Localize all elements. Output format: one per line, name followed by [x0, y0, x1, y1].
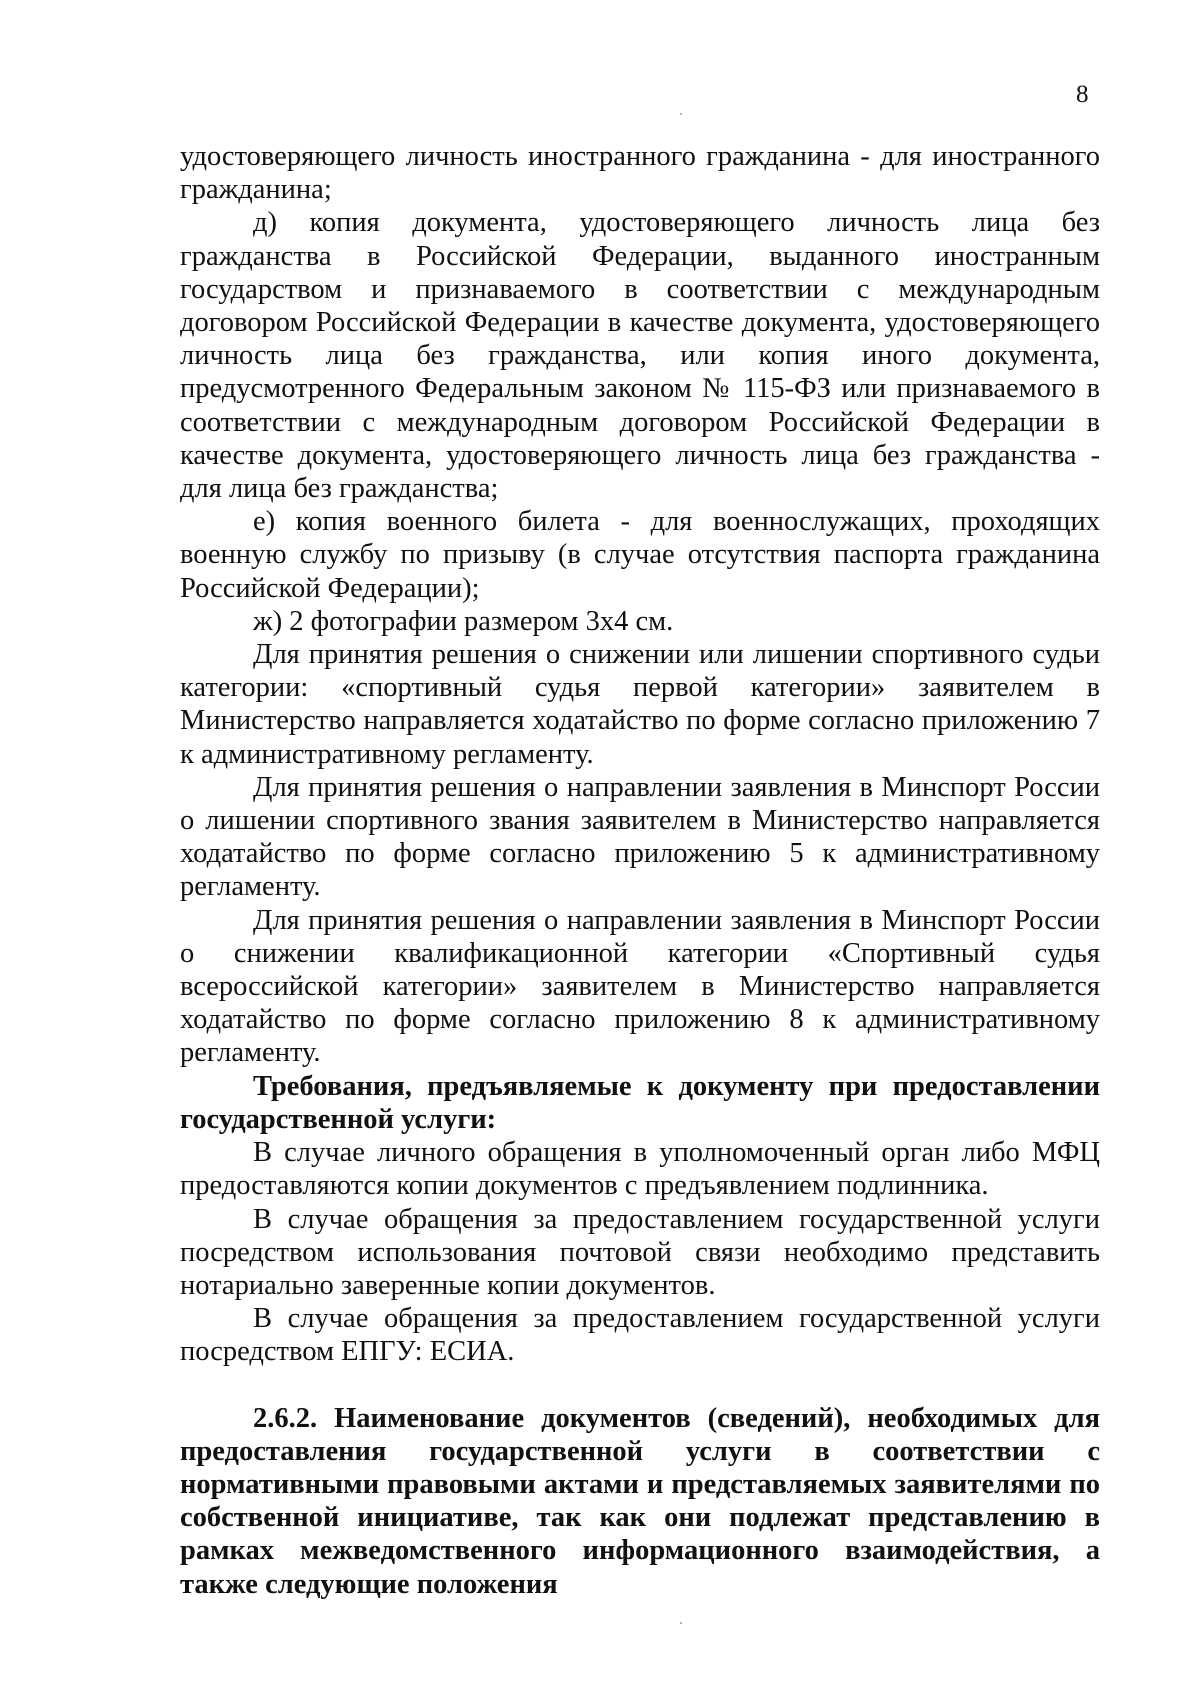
paragraph: Для принятия решения о направлении заявления в Минспорт России о лишении спортивного звания заявителем в Министерство направляется ходатайство по форме согласно приложению 5 к административному регламенту.: [180, 771, 1100, 903]
scan-speck: [680, 113, 682, 115]
list-item-zh: ж) 2 фотографии размером 3х4 см.: [253, 605, 674, 637]
section-heading-2-6-2: 2.6.2. Наименование документов (сведений), необходимых для предоставления государственной услуги в соответствии с нормативными правовыми актами и представляемых заявителями по собственной инициативе, так как они подлежат представлению в рамках межведомственного информационного взаимодействия, а также следующие положения: [180, 1402, 1100, 1600]
paragraph: удостоверяющего личность иностранного гражданина - для иностранного гражданина;: [180, 141, 1100, 206]
list-item-e: е) копия военного билета - для военнослужащих, проходящих военную службу по призыву (в случае отсутствия паспорта гражданина Российской Федерации);: [180, 506, 1100, 604]
list-item-d: д) копия документа, удостоверяющего личность лица без гражданства в Российской Федерации, выданного иностранным государством и признаваемого в соответствии с международным договором Российской Федерации в качестве документа, удостоверяющего личность лица без гражданства, или копия иного документа, предусмотренного Федеральным законом № 115-ФЗ или признаваемого в соответствии с международным договором Российской Федерации в качестве документа, удостоверяющего личность лица без гражданства - для лица без гражданства;: [180, 207, 1100, 505]
scan-speck: [680, 1622, 682, 1624]
paragraph: В случае обращения за предоставлением государственной услуги посредством использования почтовой связи необходимо представить нотариально заверенные копии документов.: [180, 1203, 1100, 1301]
requirements-heading: Требования, предъявляемые к документу при предоставлении государственной услуги:: [180, 1070, 1100, 1135]
paragraph: Для принятия решения о снижении или лишении спортивного судьи категории: «спортивный судья первой категории» заявителем в Министерство направляется ходатайство по форме согласно приложению 7 к административному регламенту.: [180, 639, 1100, 770]
page-body: [180, 140, 1100, 1601]
paragraph: В случае личного обращения в уполномоченный орган либо МФЦ предоставляются копии документов с предъявлением подлинника.: [180, 1137, 1100, 1202]
paragraph: Для принятия решения о направлении заявления в Минспорт России о снижении квалификационной категории «Спортивный судья всероссийской категории» заявителем в Министерство направляется ходатайство по форме согласно приложению 8 к административному регламенту.: [180, 904, 1100, 1069]
page-number: 8: [1076, 81, 1089, 108]
paragraph: В случае обращения за предоставлением государственной услуги посредством ЕПГУ: ЕСИА.: [180, 1303, 1100, 1368]
